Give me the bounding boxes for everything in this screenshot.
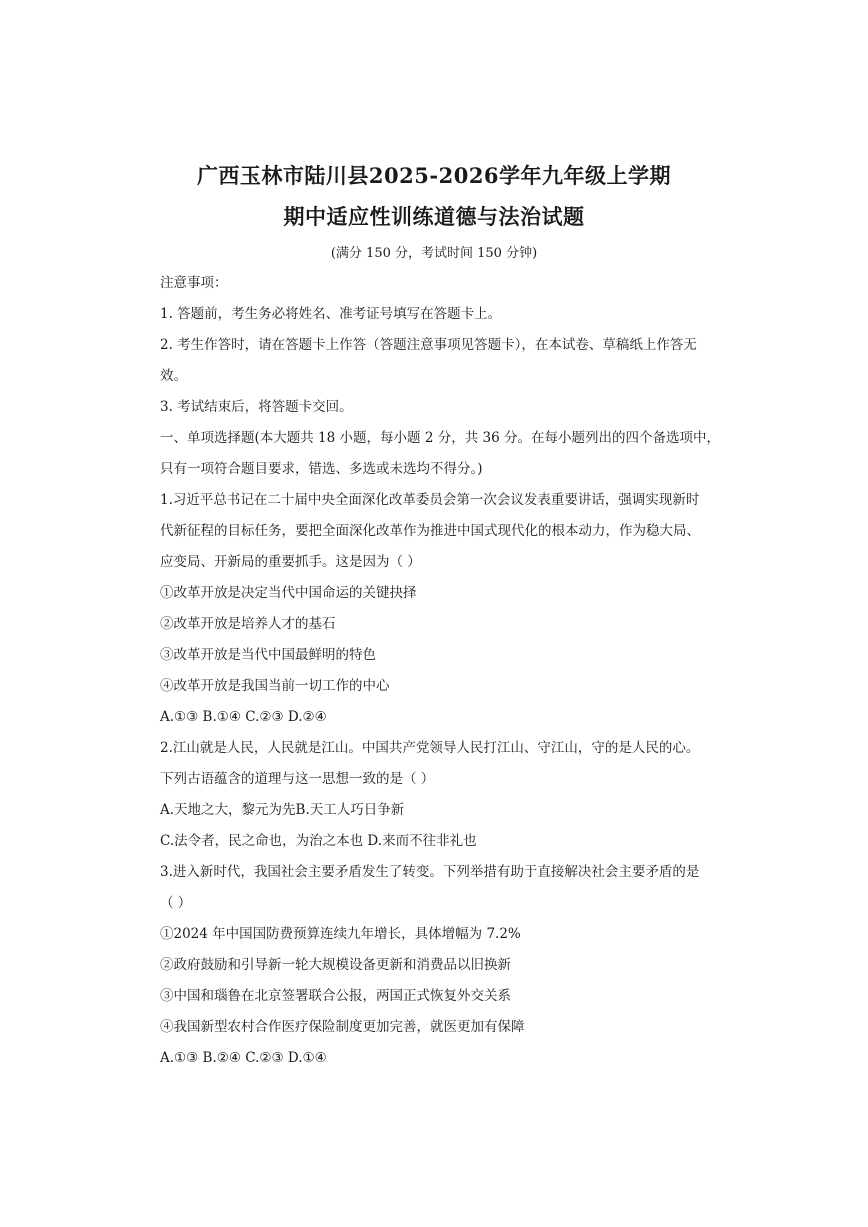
exam-title-line1: 广西玉林市陆川县2025-2026学年九年级上学期 (196, 163, 672, 188)
question-2-stem-line2: 下列古语蕴含的道理与这一思想一致的是（ ） (160, 771, 435, 787)
exam-subtitle: (满分 150 分，考试时间 150 分钟) (330, 246, 538, 261)
notes-item-2-line1: 2. 考生作答时，请在答题卡上作答（答题注意事项见答题卡），在本试卷、草稿纸上作答无 (160, 337, 697, 353)
question-1-stem-line3: 应变局、开新局的重要抓手。这是因为（ ） (160, 554, 421, 570)
question-3-option-1: ①2024 年中国国防费预算连续九年增长，具体增幅为 7.2% (160, 926, 521, 942)
question-3-answers: A.①③ B.②④ C.②③ D.①④ (160, 1050, 327, 1066)
question-3-option-2: ②政府鼓励和引导新一轮大规模设备更新和消费品以旧换新 (160, 957, 511, 973)
question-1-option-4: ④改革开放是我国当前一切工作的中心 (160, 678, 390, 694)
section-instructions-line2: 只有一项符合题目要求，错选、多选或未选均不得分。) (160, 461, 483, 477)
notes-heading: 注意事项： (160, 275, 228, 291)
notes-item-3: 3. 考试结束后，将答题卡交回。 (160, 399, 353, 415)
question-1-stem-line1: 1.习近平总书记在二十届中央全面深化改革委员会第一次会议发表重要讲话，强调实现新时 (160, 492, 700, 508)
question-3-option-3: ③中国和瑙鲁在北京签署联合公报，两国正式恢复外交关系 (160, 988, 511, 1004)
question-2-answers-cd: C.法令者，民之命也，为治之本也 D.来而不往非礼也 (160, 833, 477, 849)
notes-item-1: 1. 答题前，考生务必将姓名、准考证号填写在答题卡上。 (160, 306, 502, 322)
question-3-stem-line1: 3.进入新时代，我国社会主要矛盾发生了转变。下列举措有助于直接解决社会主要矛盾的是 (160, 864, 700, 880)
notes-item-2-line2: 效。 (160, 368, 187, 384)
question-1-answers: A.①③ B.①④ C.②③ D.②④ (160, 709, 327, 725)
question-2-stem-line1: 2.江山就是人民，人民就是江山。中国共产党领导人民打江山、守江山，守的是人民的心。 (160, 740, 700, 756)
question-3-stem-line2: （ ） (160, 895, 192, 911)
question-1-option-2: ②改革开放是培养人才的基石 (160, 616, 336, 632)
question-1-option-1: ①改革开放是决定当代中国命运的关键抉择 (160, 585, 417, 601)
question-3-option-4: ④我国新型农村合作医疗保险制度更加完善，就医更加有保障 (160, 1019, 525, 1035)
question-1-stem-line2: 代新征程的目标任务，要把全面深化改革作为推进中国式现代化的根本动力，作为稳大局、 (160, 523, 700, 539)
section-instructions-line1: 一、单项选择题(本大题共 18 小题，每小题 2 分，共 36 分。在每小题列出的四个备选项中， (160, 430, 720, 446)
question-2-answers-ab: A.天地之大，黎元为先B.天工人巧日争新 (160, 802, 405, 818)
question-1-option-3: ③改革开放是当代中国最鲜明的特色 (160, 647, 376, 663)
exam-title-line2: 期中适应性训练道德与法治试题 (283, 204, 585, 229)
